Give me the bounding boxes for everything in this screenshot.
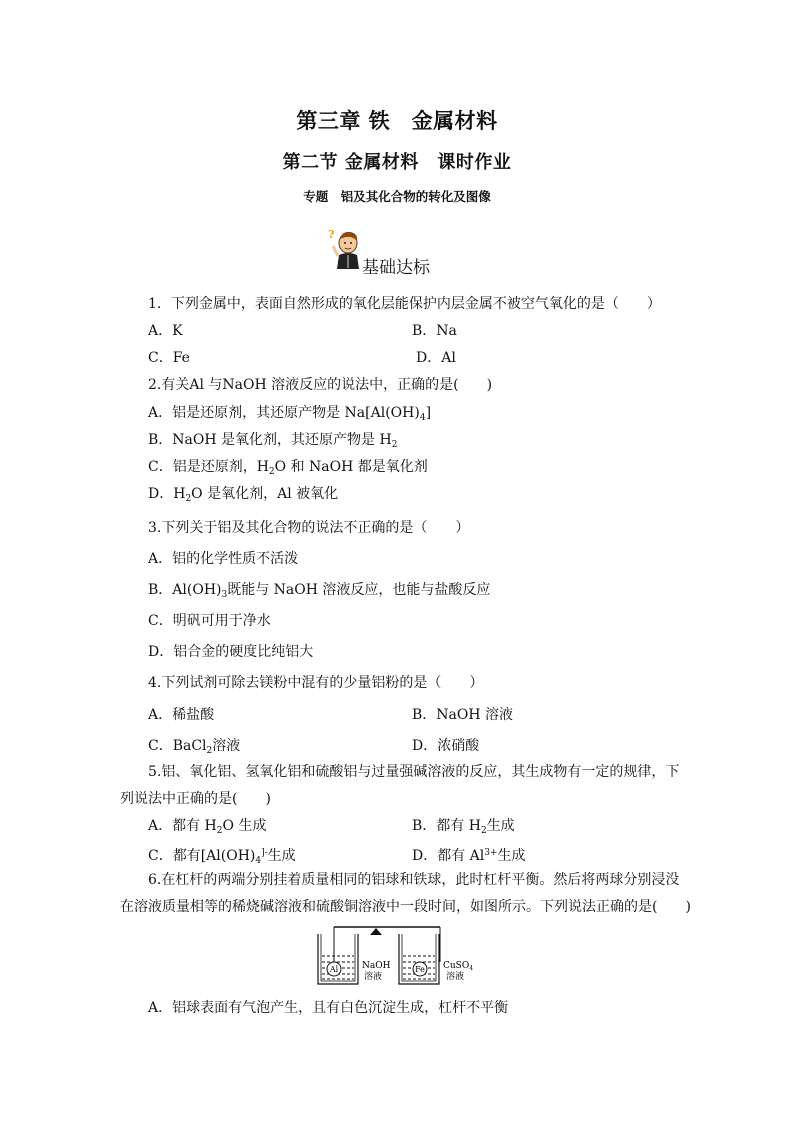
question-1-stem: 1．下列金属中，表面自然形成的氧化层能保护内层金属不被空气氧化的是（ ） (148, 296, 661, 312)
question-5-stem-line-2: 列说法中正确的是( ) (120, 791, 271, 807)
right-solution-label: 溶液 (446, 972, 465, 982)
question-2-option-b: B．NaOH 是氧化剂，其还原产物是 $H_2$ (148, 432, 398, 450)
question-4-option-c: C．BaCl$_2$溶液 (148, 738, 241, 756)
question-5-option-d: D．都有 $Al^{3+}$生成 (412, 848, 526, 864)
question-5-option-c: C．都有[$Al(OH)_4^{]-}$生成 (148, 848, 296, 866)
question-4-option-b: B．NaOH 溶液 (412, 707, 514, 723)
thinking-boy-icon (328, 228, 364, 276)
section-title: 第二节 金属材料 课时作业 (282, 152, 512, 173)
question-4-option-d: D．浓硝酸 (412, 738, 480, 754)
left-solution-label: 溶液 (364, 972, 383, 982)
question-4-option-a: A．稀盐酸 (148, 707, 215, 723)
question-3-stem: 3.下列关于铝及其化合物的说法不正确的是（ ） (148, 520, 470, 536)
topic-title: 专题 铝及其化合物的转化及图像 (303, 189, 491, 204)
question-2-option-a: A．铝是还原剂，其还原产物是 $Na[Al(OH)_4]$ (148, 405, 432, 423)
question-2-option-d: D．$H_2O$ 是氧化剂，Al 被氧化 (148, 486, 339, 504)
question-3-option-d: D．铝合金的硬度比纯铝大 (148, 644, 314, 660)
lever-beaker-figure (312, 920, 492, 994)
chapter-title: 第三章 铁 金属材料 (296, 108, 498, 133)
question-3-option-b: B．$Al(OH)_3$既能与 NaOH 溶液反应，也能与盐酸反应 (148, 582, 491, 600)
question-1-option-d: D．Al (416, 350, 456, 366)
question-6-stem-line-1: 6.在杠杆的两端分别挂着质量相同的铝球和铁球，此时杠杆平衡。然后将两球分别浸没 (148, 872, 680, 888)
question-4-stem: 4.下列试剂可除去镁粉中混有的少量铝粉的是（ ） (148, 675, 484, 691)
question-3-option-a: A．铝的化学性质不活泼 (148, 551, 299, 567)
left-ball-label: Al (329, 965, 339, 974)
left-solution-formula: NaOH (362, 961, 391, 971)
question-6-stem-line-2: 在溶液质量相等的稀烧碱溶液和硫酸铜溶液中一段时间，如图所示。下列说法正确的是( ) (120, 899, 691, 915)
question-1-option-c: C．Fe (148, 350, 190, 366)
question-1-option-b: B．Na (412, 323, 457, 339)
question-3-option-c: C．明矾可用于净水 (148, 613, 271, 629)
right-ball-label: Fe (415, 965, 425, 974)
question-2-option-c: C．铝是还原剂，$H_2O$ 和 NaOH 都是氧化剂 (148, 459, 428, 477)
question-5-option-b: B．都有 $H_2$生成 (412, 818, 515, 836)
lever-fulcrum (370, 928, 382, 935)
right-beaker (399, 934, 439, 984)
question-5-stem-line-1: 5.铝、氧化铝、氢氧化铝和硫酸铝与过量强碱溶液的反应，其生成物有一定的规律，下 (148, 764, 680, 780)
section-badge-label: 基础达标 (362, 258, 430, 278)
question-5-option-a: A．都有 $H_2O$ 生成 (148, 818, 267, 836)
svg-text:?: ? (328, 228, 335, 241)
right-solution-formula: CuSO$_4$ (443, 961, 474, 972)
question-2-stem: 2.有关Al 与NaOH 溶液反应的说法中，正确的是( ) (148, 377, 493, 393)
question-1-option-a: A．K (148, 323, 183, 339)
question-6-option-a: A．铝球表面有气泡产生，且有白色沉淀生成，杠杆不平衡 (148, 1000, 509, 1016)
left-beaker (318, 934, 358, 984)
